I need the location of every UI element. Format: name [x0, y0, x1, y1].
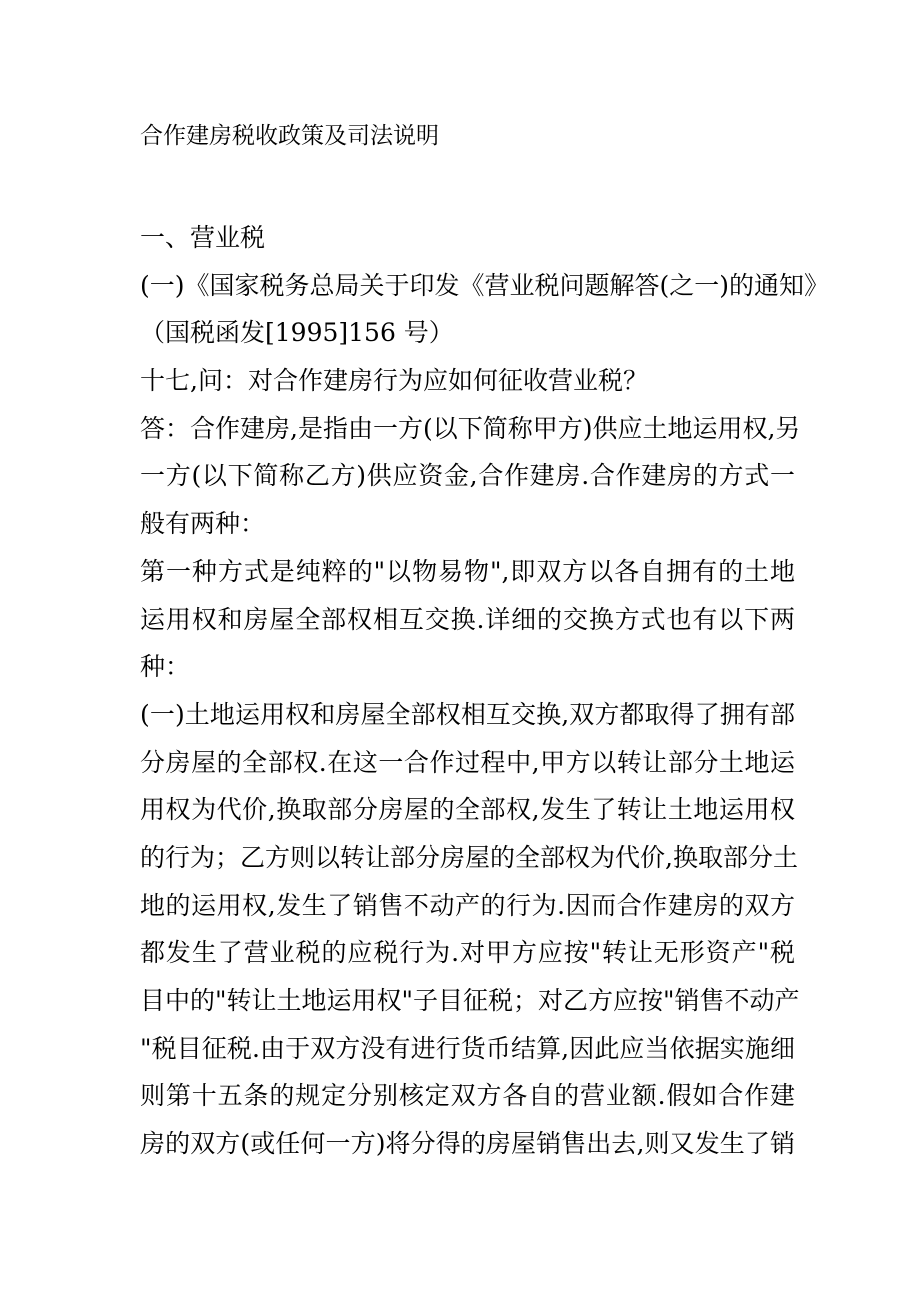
text-line: 运用权和房屋全部权相互交换.详细的交换方式也有以下两 [140, 604, 795, 634]
text-line: 十七,问：对合作建房行为应如何征收营业税？ [140, 366, 648, 396]
text-line: 答：合作建房,是指由一方(以下简称甲方)供应土地运用权,另 [140, 413, 801, 443]
text-line: 都发生了营业税的应税行为.对甲方应按"转让无形资产"税 [140, 938, 795, 968]
text-line: 第一种方式是纯粹的"以物易物",即双方以各自拥有的土地 [140, 556, 795, 586]
section-heading: 一、营业税 [140, 223, 266, 252]
text-line: 房的双方(或任何一方)将分得的房屋销售出去,则又发生了销 [140, 1129, 795, 1159]
text-line: 用权为代价,换取部分房屋的全部权,发生了转让土地运用权 [140, 795, 795, 825]
text-line: (一)土地运用权和房屋全部权相互交换,双方都取得了拥有部 [140, 699, 795, 729]
document-body [140, 214, 830, 1168]
text-line: （国税函发[1995]156 号） [140, 318, 454, 348]
text-line: "税目征税.由于双方没有进行货币结算,因此应当依据实施细 [140, 1033, 795, 1063]
text-line: 分房屋的全部权.在这一合作过程中,甲方以转让部分土地运 [140, 747, 795, 777]
document-title: 合作建房税收政策及司法说明 [140, 123, 439, 149]
text-line: 地的运用权,发生了销售不动产的行为.因而合作建房的双方 [140, 890, 795, 920]
text-line: 则第十五条的规定分别核定双方各自的营业额.假如合作建 [140, 1081, 795, 1111]
text-line: 的行为；乙方则以转让部分房屋的全部权为代价,换取部分土 [140, 842, 798, 872]
text-line: 般有两种： [140, 509, 266, 539]
text-line: 目中的"转让土地运用权"子目征税；对乙方应按"销售不动产 [140, 986, 800, 1015]
text-line: 一方(以下简称乙方)供应资金,合作建房.合作建房的方式一 [140, 461, 795, 491]
text-line: 种： [140, 652, 191, 682]
text-line: (一)《国家税务总局关于印发《营业税问题解答(之一)的通知》 [140, 270, 830, 300]
